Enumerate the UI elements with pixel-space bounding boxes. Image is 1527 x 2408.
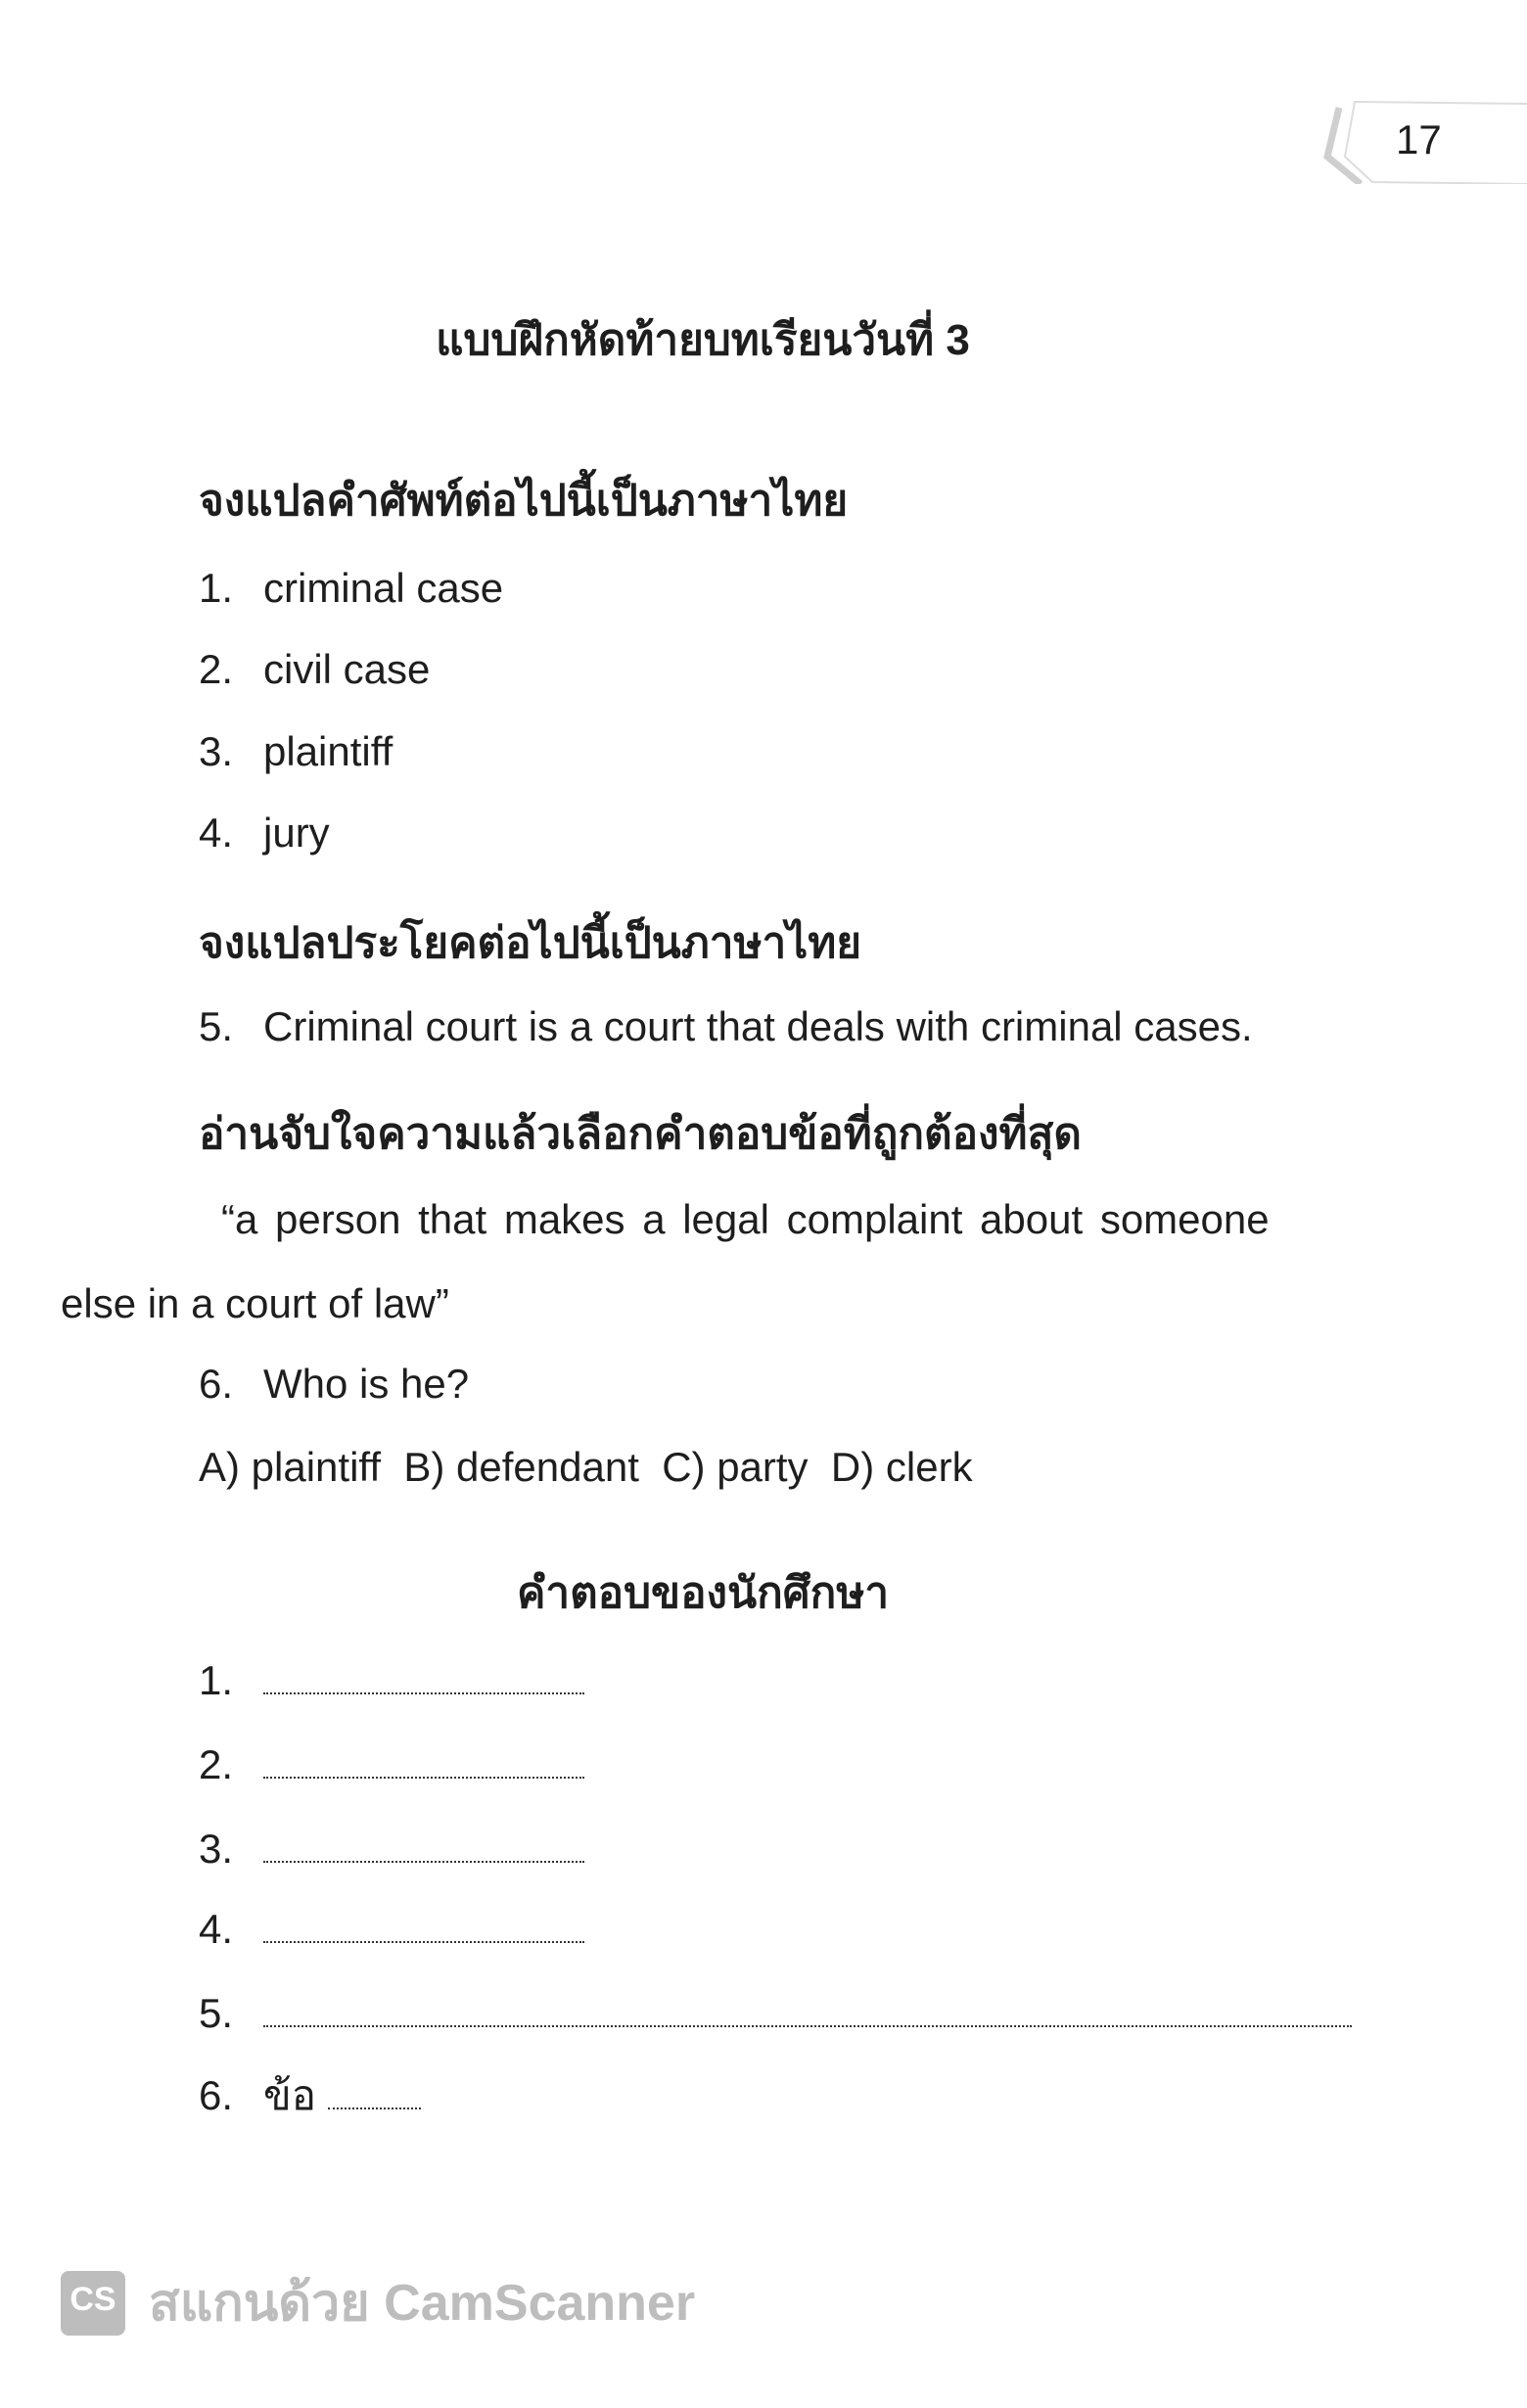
quote-line-1: “a person that makes a legal complaint about someone [221,1196,1270,1242]
item-number: 6. [199,1361,234,1407]
section2-heading: จงแปลประโยคต่อไปนี้เป็นภาษาไทย [199,919,862,967]
answer-line [199,1906,584,1952]
vocab-item [199,728,393,774]
answer-blank[interactable] [263,1861,584,1863]
answers-heading: คำตอบของนักศึกษา [516,1569,890,1617]
vocab-item [199,646,431,692]
item-number: 1. [199,1657,234,1703]
section3-heading: อ่านจับใจความแล้วเลือกคำตอบข้อที่ถูกต้องที่สุด [199,1110,1082,1158]
option-a: A) plaintiff [199,1444,381,1490]
option-b: B) defendant [403,1444,639,1490]
section1-heading: จงแปลคำศัพท์ต่อไปนี้เป็นภาษาไทย [199,477,849,525]
question-text: Who is he? [263,1361,470,1407]
answer-prefix: ข้อ [263,2072,316,2118]
item-text: Criminal court is a court that deals with criminal cases. [263,1003,1253,1049]
camscanner-watermark [61,2271,695,2336]
camscanner-logo-icon: CS [61,2271,125,2336]
answer-blank[interactable] [263,1941,584,1943]
item-text: jury [263,810,330,856]
quote-line-2: else in a court of law” [61,1280,449,1326]
answer-blank[interactable] [263,1777,584,1779]
item-text: plaintiff [263,728,393,774]
item-number: 4. [199,1906,234,1952]
item-number: 3. [199,728,234,774]
item-text: criminal case [263,565,504,611]
item-number: 1. [199,565,234,611]
answer-line [199,2072,421,2118]
option-d: D) clerk [830,1444,973,1490]
question-item [199,1361,470,1407]
watermark-text: สแกนด้วย CamScanner [149,2275,696,2332]
item-number: 4. [199,810,234,856]
item-number: 3. [199,1826,234,1872]
answer-options [199,1444,973,1490]
answer-blank[interactable] [263,2025,1352,2027]
answer-blank[interactable] [328,2107,421,2109]
item-number: 5. [199,1990,234,2036]
item-number: 6. [199,2072,234,2118]
item-number: 5. [199,1003,234,1049]
option-c: C) party [662,1444,809,1490]
item-text: civil case [263,646,431,692]
page-title: แบบฝึกหัดท้ายบทเรียนวันที่ 3 [436,316,970,364]
item-number: 2. [199,1741,234,1787]
page-number: 17 [1396,116,1442,162]
answer-blank[interactable] [263,1692,584,1694]
answer-line [199,1657,584,1703]
sentence-item [199,1003,1253,1049]
item-number: 2. [199,646,234,692]
answer-line [199,1741,584,1787]
answer-line [199,1990,1352,2036]
vocab-item [199,812,330,854]
answer-line [199,1826,584,1872]
vocab-item [199,565,504,611]
